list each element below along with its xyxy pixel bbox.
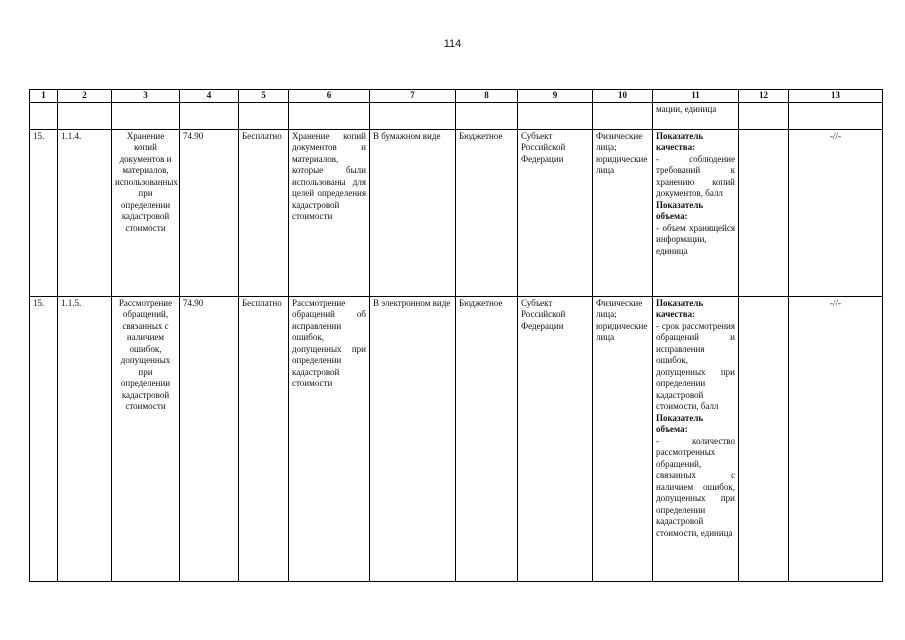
header-row — [30, 90, 883, 103]
indicator-label: Показатель объема: — [656, 412, 704, 434]
legal-basis: -//- — [789, 129, 883, 296]
service-code: 1.1.4. — [58, 129, 112, 296]
continuation-row — [30, 102, 883, 129]
service-content: Рассмотрение обращений об исправлении ошибок, допущенных при определении кадастровой стоимости — [289, 296, 370, 581]
service-code: 1.1.5. — [58, 296, 112, 581]
consumers: Физические лица; юридические лица — [593, 296, 653, 581]
col-header-13: 13 — [789, 90, 883, 103]
founder: Субъект Российской Федерации — [518, 296, 593, 581]
founder: Субъект Российской Федерации — [518, 129, 593, 296]
col-header-12: 12 — [739, 90, 789, 103]
okved-code: 74.90 — [180, 129, 239, 296]
row-number: 15. — [30, 129, 58, 296]
service-content: Хранение копий документов и материалов, которые были использованы для целей определения кадастровой стоимости — [289, 129, 370, 296]
payment-type: Бесплатно — [239, 296, 289, 581]
indicator-text: - объем хранящейся информации, единица — [656, 222, 735, 256]
col-header-5: 5 — [239, 90, 289, 103]
payment-type: Бесплатно — [239, 129, 289, 296]
col-header-6: 6 — [289, 90, 370, 103]
service-form: В электронном виде — [370, 296, 456, 581]
indicator-text: - количество рассмотренных обращений, связанных с наличием ошибок, допущенных при определении кадастровой стоимости, единица — [656, 435, 735, 538]
col-header-11: 11 — [653, 90, 739, 103]
legal-basis: -//- — [789, 296, 883, 581]
indicators-cell — [653, 129, 739, 296]
col-header-7: 7 — [370, 90, 456, 103]
service-name: Хранение копий документов и материалов, использованных при определении кадастровой стоимости — [112, 129, 180, 296]
institution-type: Бюджетное — [456, 296, 518, 581]
col-header-4: 4 — [180, 90, 239, 103]
table-row — [30, 296, 883, 581]
institution-type: Бюджетное — [456, 129, 518, 296]
indicator-text: - срок рассмотрения обращений и исправления ошибок, допущенных при определении кадастровой стоимости, балл — [656, 320, 735, 411]
service-form: В бумажном виде — [370, 129, 456, 296]
continuation-cell: мации, единица — [653, 102, 739, 129]
registry-table — [29, 89, 883, 582]
col-header-10: 10 — [593, 90, 653, 103]
indicator-label: Показатель качества: — [656, 130, 704, 152]
indicator-label: Показатель качества: — [656, 297, 704, 319]
empty-cell — [739, 129, 789, 296]
page-number: 114 — [443, 38, 462, 50]
service-name: Рассмотрение обращений, связанных с наличием ошибок, допущенных при определении кадастровой стоимости — [112, 296, 180, 581]
col-header-1: 1 — [30, 90, 58, 103]
table-row — [30, 129, 883, 296]
okved-code: 74.90 — [180, 296, 239, 581]
col-header-9: 9 — [518, 90, 593, 103]
consumers: Физические лица; юридические лица — [593, 129, 653, 296]
indicator-label: Показатель объема: — [656, 199, 704, 221]
col-header-2: 2 — [58, 90, 112, 103]
row-number: 15. — [30, 296, 58, 581]
indicator-text: - соблюдение требований к хранению копий документов, балл — [656, 153, 735, 198]
col-header-3: 3 — [112, 90, 180, 103]
empty-cell — [739, 296, 789, 581]
col-header-8: 8 — [456, 90, 518, 103]
indicators-cell — [653, 296, 739, 581]
